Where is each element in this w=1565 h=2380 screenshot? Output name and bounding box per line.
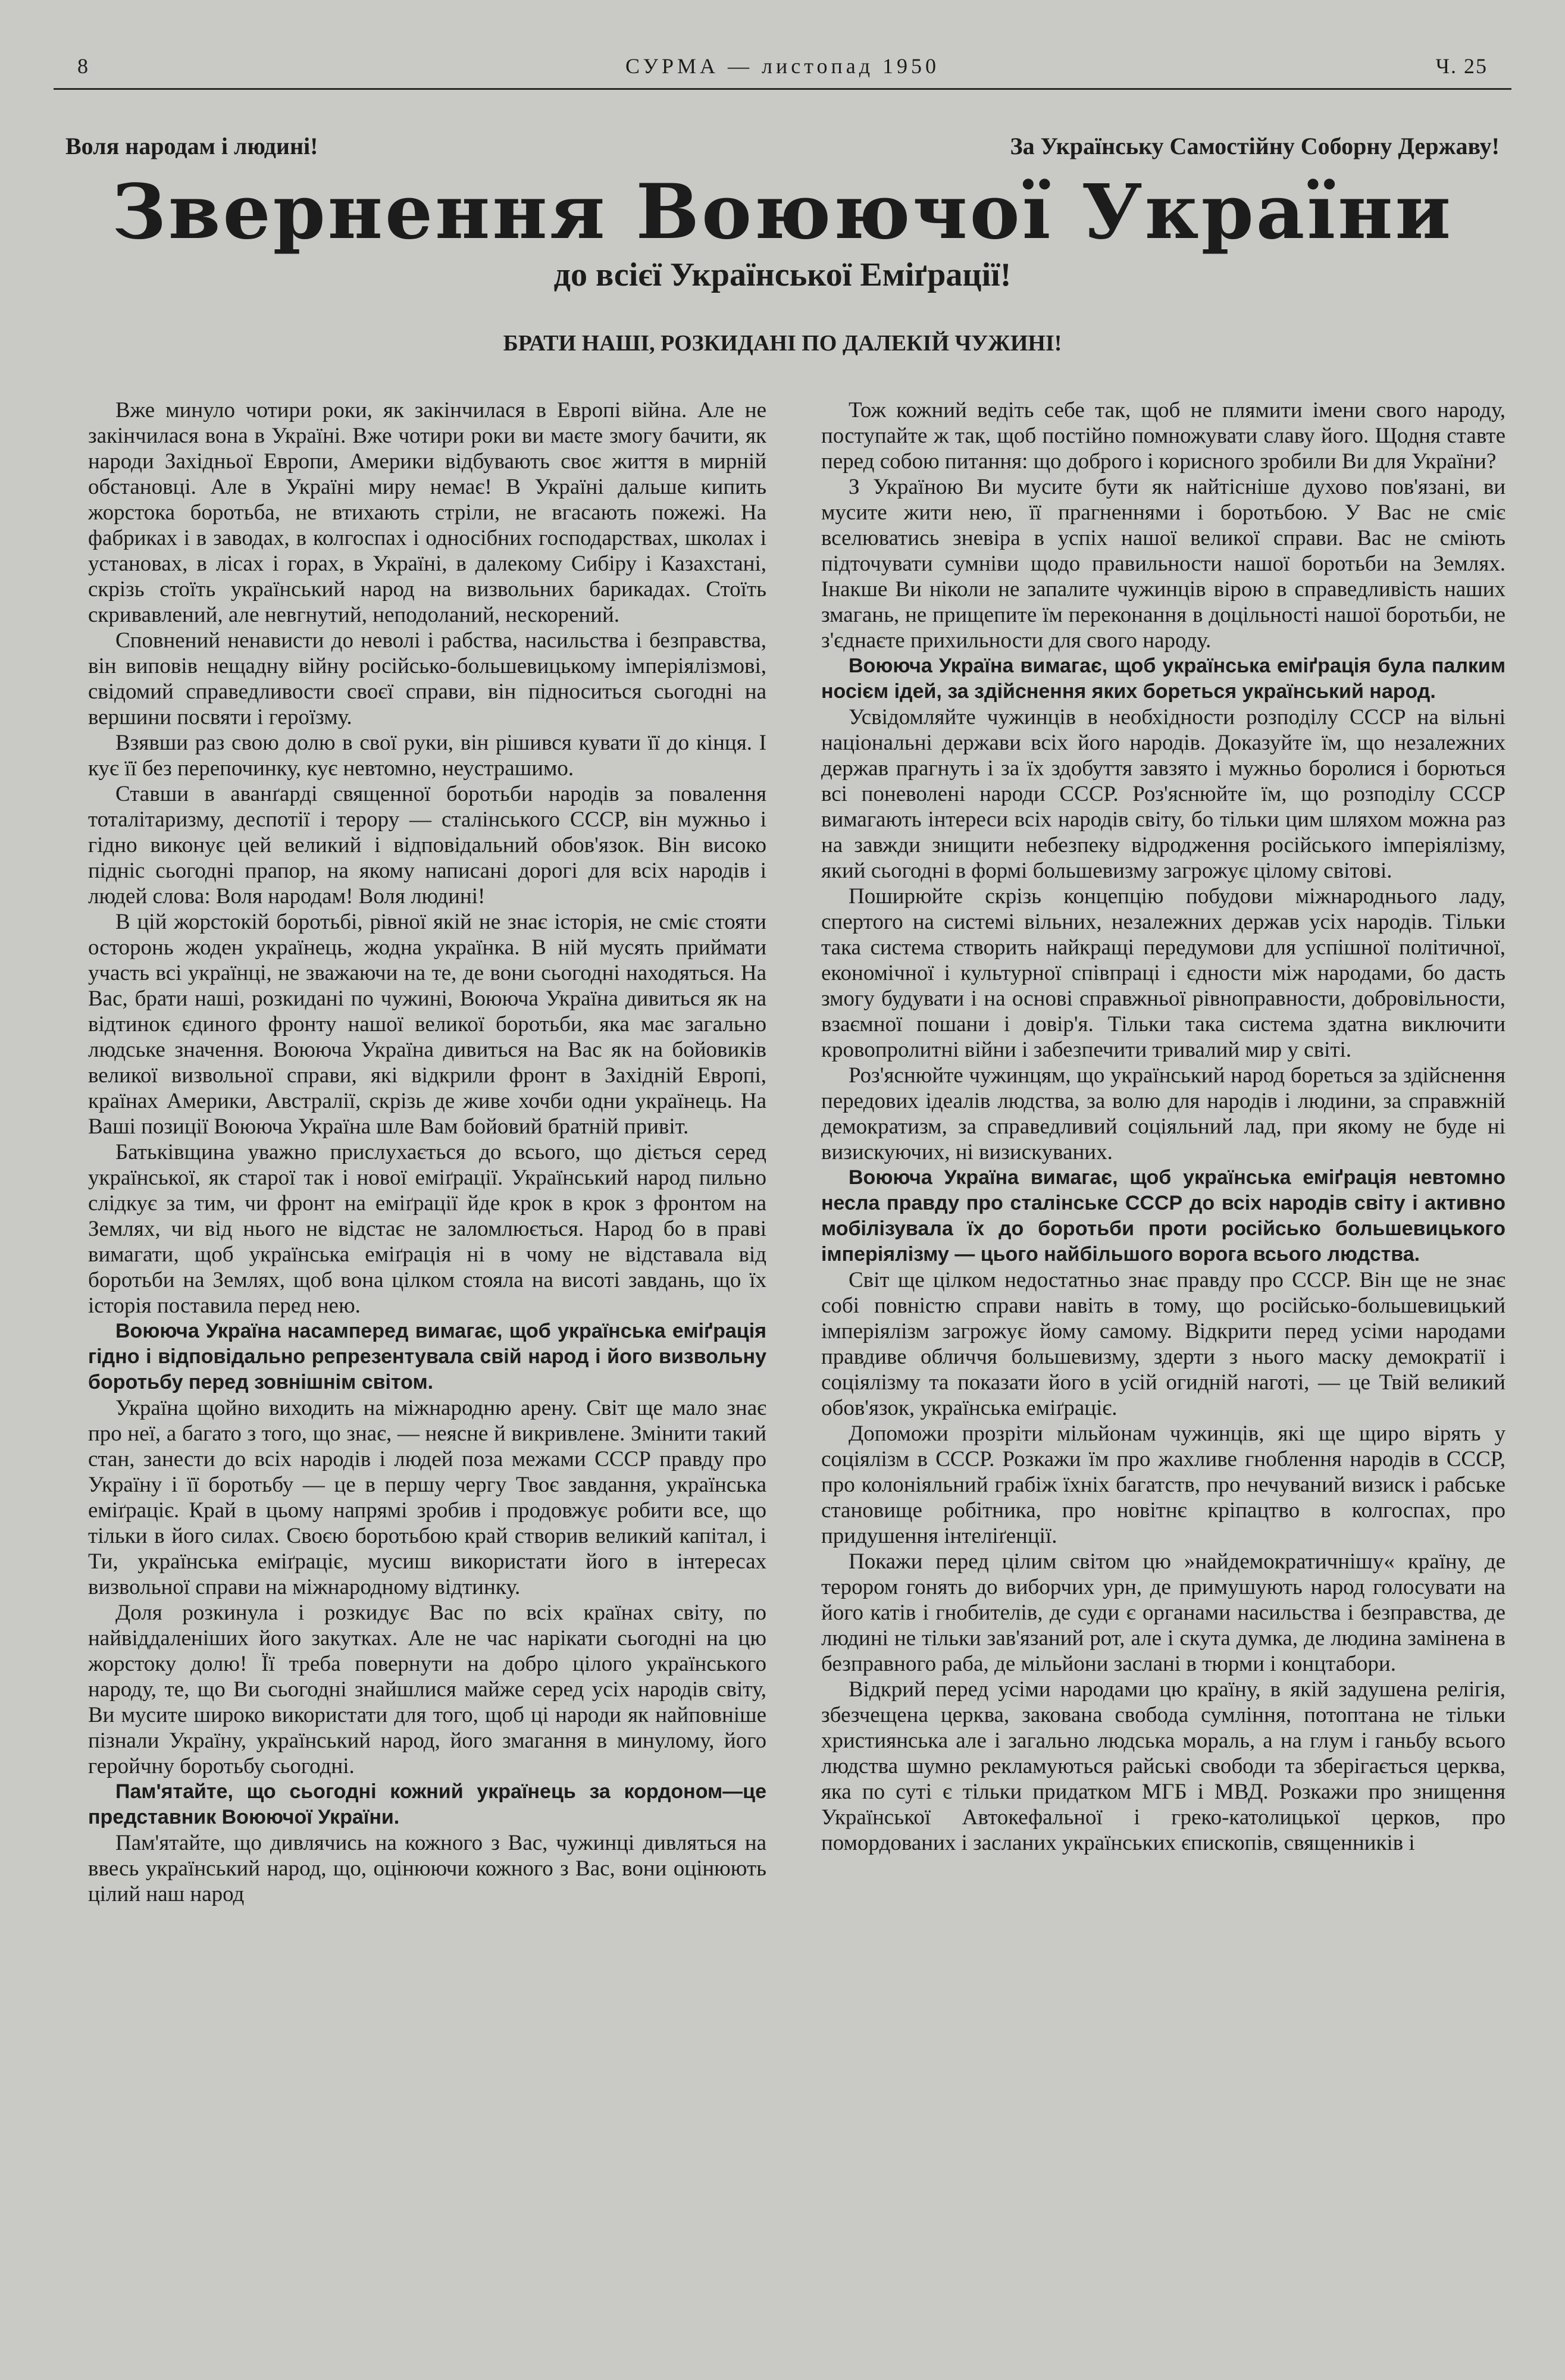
headline: Звернення Воюючої України: [112, 168, 1453, 256]
paragraph: З Україною Ви мусите бути як найтісніше духово пов'язані, ви мусите жити нею, її прагненнями і боротьбою. У Вас не сміє вселюватись зневіра в успіх нашої великої справи. Вас не сміють підточувати сумніви щодо правильности нашої боротьби на Землях. Інакше Ви ніколи не запалите чужинців вірою в справедливість наших змагань, не прищепите їм переконання в доцільності нашої боротьби, не з'єднаєте прихильности для свого народу.: [821, 475, 1505, 653]
paragraph: Допоможи прозріти мільйонам чужинців, які ще щиро вірять у соціялізм в СССР. Розкажи їм про жахливе гноблення народів в СССР, про колоніяльний грабіж їхніх багатств, про нечуваний визиск і рабське становище робітника, про новітнє кріпацтво в колгоспах, про придушення інтеліґенції.: [821, 1421, 1505, 1548]
paragraph: Воююча Україна вимагає, щоб українська еміґрація невтомно несла правду про сталінське СССР до всіх народів світу і активно мобілізувала їх до боротьби проти російсько большевицького імперіялізму — цього найбільшого ворога всього людства.: [821, 1166, 1505, 1266]
publication-title: СУРМА — листопад 1950: [625, 54, 940, 78]
running-header: [48, 49, 1517, 84]
paragraph: В цій жорстокій боротьбі, рівної якій не знає історія, не сміє стояти осторонь жоден українець, жодна українка. В ній мусять приймати участь всі українці, не зважаючи на те, де вони сьогодні находяться. На Вас, брати наші, розкидані по чужині, Воююча Україна дивиться як на відтинок єдиного фронту нашої великої боротьби, яка має загально людське значення. Воююча Україна дивиться на Вас як на бойовиків великої визвольної справи, які відкрили фронт в Західній Европі, країнах Америки, Австралії, скрізь де живе хочби одни українець. На Ваші позиції Воююча Україна шле Вам бойовий братній привіт.: [88, 910, 766, 1139]
issue-number: Ч. 25: [1435, 54, 1488, 78]
paragraph: Сповнений ненависти до неволі і рабства, насильства і безправства, він виповів нещадну війну російсько-большевицькому імперіялізмові, свідомий справедливости своєї справи, він підноситься сьогодні на вершини посвяти і героїзму.: [88, 628, 766, 729]
paragraph: Ставши в аванґарді священної боротьби народів за повалення тоталітаризму, деспотії і терору — сталінського СССР, він мужньо і гідно виконує цей великий і відповідальний обов'язок. Він високо підніс сьогодні прапор, на якому написані дорогі для всіх народів і людей слова: Воля народам! Воля людині!: [88, 782, 766, 909]
section-title: БРАТИ НАШІ, РОЗКИДАНІ ПО ДАЛЕКІЙ ЧУЖИНІ!: [503, 331, 1062, 356]
paragraph: Воююча Україна насамперед вимагає, щоб українська еміґрація гідно і відповідально репрезентувала свій народ і його визвольну боротьбу перед зовнішнім світом.: [88, 1320, 766, 1393]
paragraph: Вже минуло чотири роки, як закінчилася в Европі війна. Але не закінчилася вона в Україні. Вже чотири роки ви маєте змогу бачити, як народи Західньої Европи, Америки відбувають своє життя в мирній обстановці. Але в Україні миру немає! В Україні дальше кипить жорстока боротьба, не втихають стріли, не вгасають пожежі. На фабриках і в заводах, в колгоспах і односібних господарствах, школах і установах, в лісах і горах, в Україні, в далекому Сибіру і Казахстані, скрізь стоїть український народ на визвольних барикадах. Стоїть скривавлений, але невгнутий, неподоланий, нескорений.: [88, 398, 766, 627]
paragraph: Доля розкинула і розкидує Вас по всіх країнах світу, по найвіддаленіших його закутках. Але не час нарікати сьогодні на цю жорстоку долю! Її треба повернути на добро цілого українського народу, те, що Ви сьогодні знайшлися майже серед усіх народів світу, Ви мусите широко використати для того, щоб ці народи як найповніше пізнали Україну, український народ, його змагання в минулому, його геройчну боротьбу сьогодні.: [88, 1601, 766, 1778]
paragraph: Покажи перед цілим світом цю »найдемократичнішу« країну, де терором гонять до виборчих урн, де примушують народ голосувати на його катів і гнобителів, де суди є органами насильства і безправства, де людині не тільки зав'язаний рот, але і скута думка, де людина замінена в безправного раба, де мільйони заслані в тюрми і концтабори.: [821, 1549, 1505, 1676]
left-column: [88, 397, 766, 2361]
slogan-left: Воля народам і людині!: [65, 133, 318, 159]
paragraph: Усвідомляйте чужинців в необхідности розподілу СССР на вільні національні держави всіх його народів. Доказуйте їм, що незалежних держав прагнуть і за їх здобуття завзято і мужньо боролися і борються всі поневолені народи СССР. Роз'яснюйте їм, що розподілу СССР вимагають інтереси всіх народів світу, бо тільки цим шляхом можна раз на завжди знищити небезпеку відродження російського імперіялізму, який сьогодні в формі большевизму загрожує цілому світові.: [821, 705, 1505, 883]
paragraph: Поширюйте скрізь концепцію побудови міжнароднього ладу, спертого на системі вільних, незалежних держав усіх народів. Тільки така система створить найкращі передумови для успішної політичної, економічної і культурної співпраці і єдности між народами, бо дасть змогу будувати і на основі справжньої рівноправности, добровільности, взаємної пошани і довір'я. Тільки така система здатна виключити кровопролитні війни і забезпечити тривалий мир у світі.: [821, 884, 1505, 1062]
paragraph: Батьківщина уважно прислухається до всього, що діється серед української, як старої так і нової еміґрації. Український народ пильно слідкує за тим, чи фронт на еміґрації йде крок в крок з фронтом на Землях, чи від нього не відстає не заломлюється. Народ бо в праві вимагати, щоб українська еміґрація ні в чому не відставала від боротьби на Землях, щоб вона цілком стояла на висоті завдань, що їх історія поставила перед нею.: [88, 1140, 766, 1318]
paragraph: Пам'ятайте, що дивлячись на кожного з Вас, чужинці дивляться на ввесь український народ, що, оцінюючи кожного з Вас, вони оцінюють цілий наш народ: [88, 1831, 766, 1906]
paragraph: Відкрий перед усіми народами цю країну, в якій задушена релігія, збезчещена церква, закована свобода сумління, потоптана не тільки християнська але і загально людська мораль, а на глум і ганьбу всього людства шумно рекламуються райські свободи та зберігається церква, яка по суті є тільки придатком МГБ і МВД. Розкажи про знищення Української Автокефальної і греко-католицької церков, про помордованих і засланих українських єпископів, священників і: [821, 1677, 1505, 1855]
paragraph: Україна щойно виходить на міжнародню арену. Світ ще мало знає про неї, а багато з того, що знає, — неясне й викривлене. Змінити такий стан, занести до всіх народів і людей поза межами СССР правду про Україну і її боротьбу — це в першу чергу Твоє завдання, українська еміґраціє. Край в цьому напрямі зробив і продовжує робити все, що тільки в його силах. Своєю боротьбою край створив великий капітал, і Ти, українська еміґраціє, мусиш використати його в інтересах визвольної справи на міжнародному відтинку.: [88, 1396, 766, 1599]
header-rule: [54, 88, 1511, 90]
paragraph: Пам'ятайте, що сьогодні кожний українець за кордоном—це представник Воюючої України.: [88, 1780, 766, 1828]
paragraph: Світ ще цілком недостатньо знає правду про СССР. Він ще не знає собі повністю справи навіть в тому, що російсько-большевицький імперіялізм загрожує йому самому. Відкрити перед усіми народами правдиве обличчя большевизму, здерти з нього маску демократії і соціялізму та показати його в усій огидній наготі, — це Твій великий обов'язок, українська еміґраціє.: [821, 1268, 1505, 1420]
right-column: [821, 397, 1505, 2361]
paragraph: Роз'яснюйте чужинцям, що український народ бореться за здійснення передових ідеалів людства, за волю для народів і людини, за справжній демократизм, за справедливий соціяльний лад, при якому не буде ні визискуючих, ні визискуваних.: [821, 1063, 1505, 1164]
slogan-right: За Українську Самостійну Соборну Державу!: [1010, 133, 1500, 159]
subheadline: до всієї Української Еміґрації!: [553, 256, 1012, 293]
paragraph: Взявши раз свою долю в свої руки, він рішився кувати її до кінця. І кує її без перепочинку, кує невтомно, неустрашимо.: [88, 731, 766, 781]
paragraph: Тож кожний ведіть себе так, щоб не плямити імени свого народу, поступайте ж так, щоб постійно помножувати славу його. Щодня ставте перед собою питання: що доброго і корисного зробили Ви для України?: [821, 398, 1505, 474]
page-number: 8: [77, 54, 89, 78]
paragraph: Воююча Україна вимагає, щоб українська еміґрація була палким носієм ідей, за здійснення яких бореться український народ.: [821, 654, 1505, 703]
